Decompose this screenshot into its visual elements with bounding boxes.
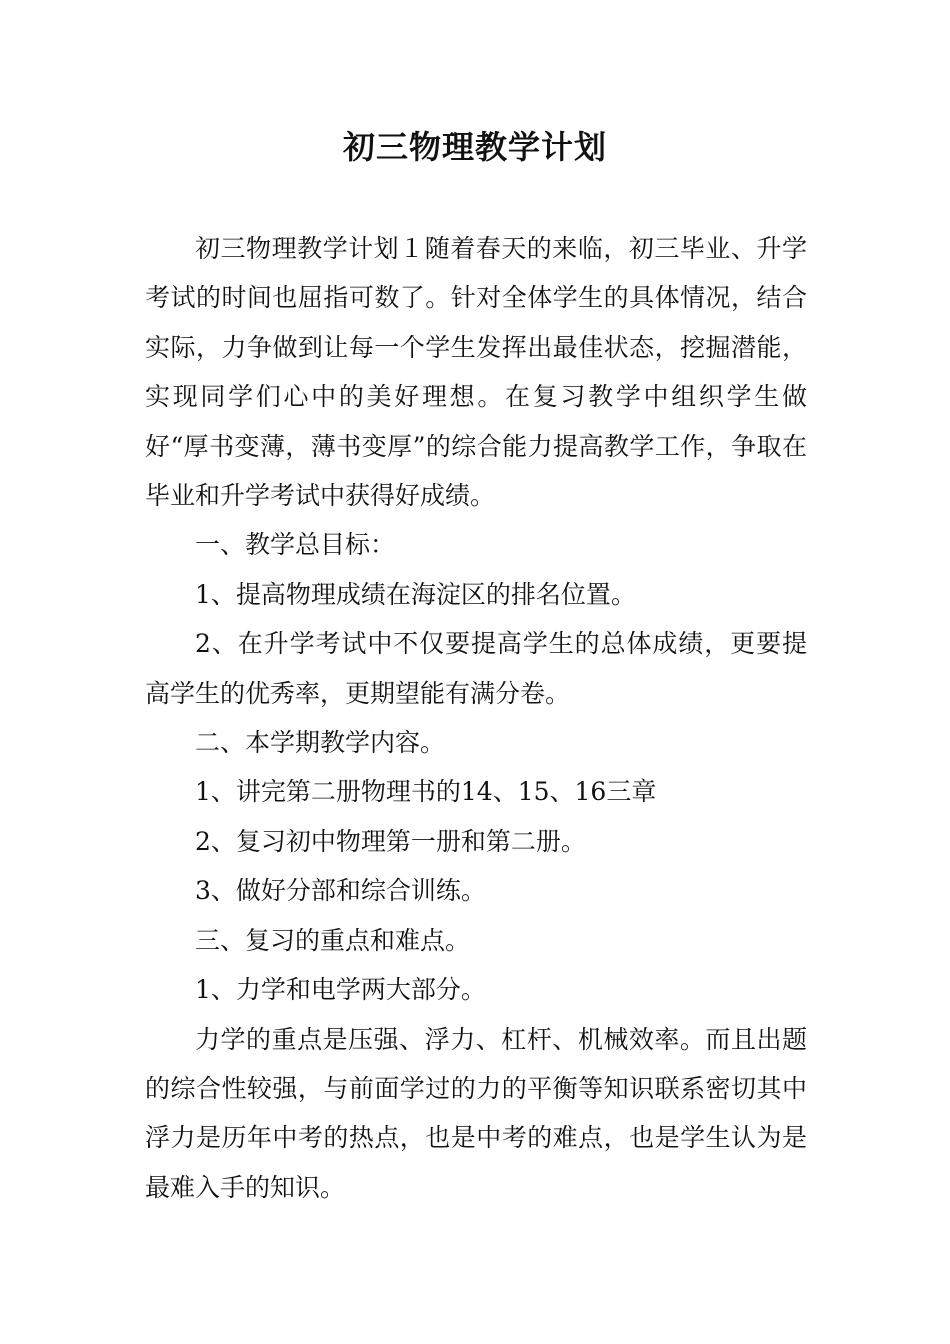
list-item: 1、提高物理成绩在海淀区的排名位置。 [195,579,636,609]
list-item: 3、做好分部和综合训练。 [195,876,486,906]
body-paragraph: 力学的重点是压强、浮力、杠杆、机械效率。而且出题的综合性较强，与前面学过的力的平衡等知识联系密切其中浮力是历年中考的热点，也是中考的难点，也是学生认为是最难入手的知识。 [145,1024,807,1202]
section-heading: 一、教学总目标： [195,530,396,560]
document-body [145,224,807,1212]
list-item: 2、复习初中物理第一册和第二册。 [195,826,586,856]
body-paragraph: 初三物理教学计划１随着春天的来临，初三毕业、升学考试的时间也屈指可数了。针对全体学生的具体情况，结合实际，力争做到让每一个学生发挥出最佳状态，挖掘潜能，实现同学们心中的美好理想。在复习教学中组织学生做好“厚书变薄，薄书变厚”的综合能力提高教学工作，争取在毕业和升学考试中获得好成绩。 [145,234,807,511]
document-title: 初三物理教学计划 [342,128,607,166]
list-item: 2、在升学考试中不仅要提高学生的总体成绩，更要提高学生的优秀率，更期望能有满分卷。 [145,629,807,708]
list-item: 1、力学和电学两大部分。 [195,975,486,1005]
section-heading: 三、复习的重点和难点。 [195,925,471,955]
list-item: 1、讲完第二册物理书的14、15、16三章 [195,777,657,807]
section-heading: 二、本学期教学内容。 [195,728,446,758]
